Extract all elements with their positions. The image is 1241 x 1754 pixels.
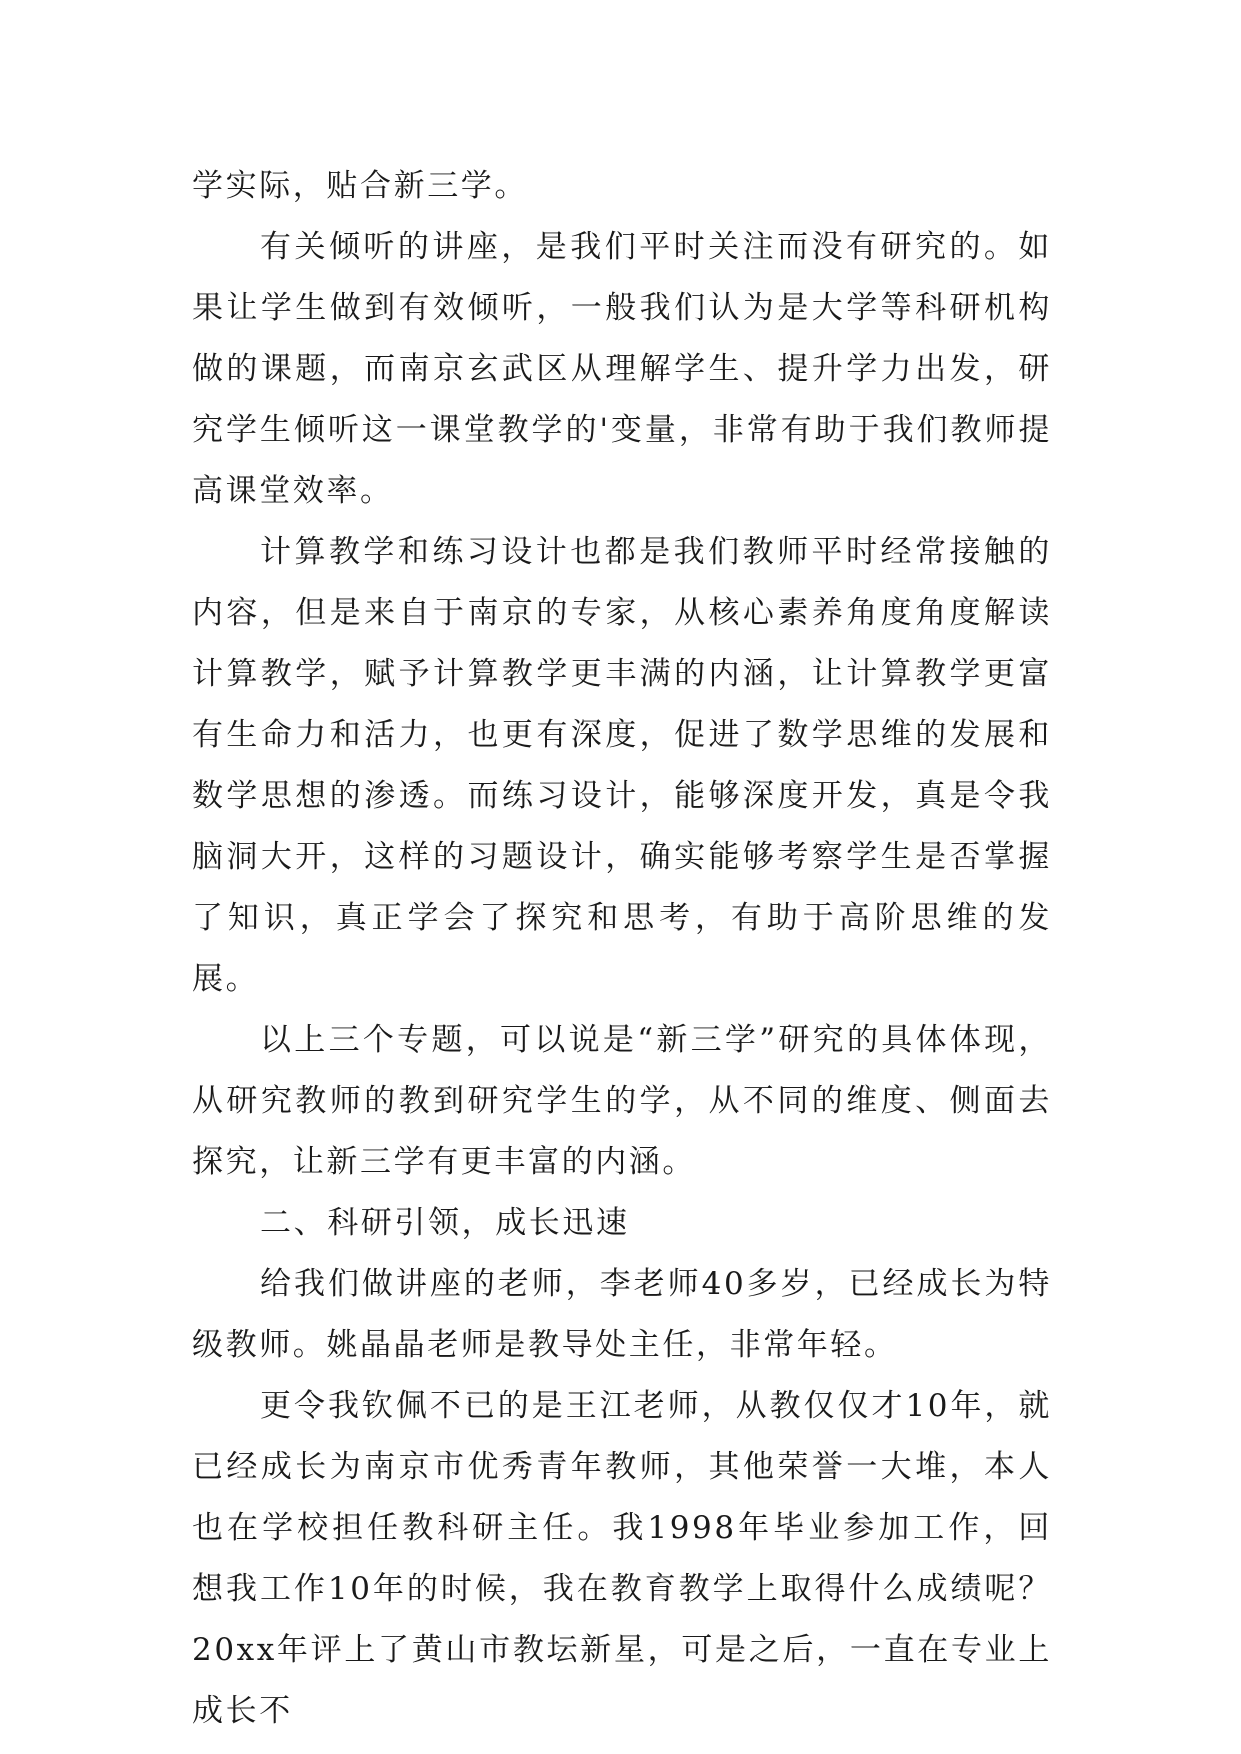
- document-page: [192, 156, 1052, 1742]
- paragraph-listening-lecture: 有关倾听的讲座，是我们平时关注而没有研究的。如果让学生做到有效倾听，一般我们认为是大学等科研机构做的课题，而南京玄武区从理解学生、提升学力出发，研究学生倾听这一课堂教学的'变量，非常有助于我们教师提高课堂效率。: [192, 229, 1052, 509]
- paragraph-wang-jiang: 更令我钦佩不已的是王江老师，从教仅仅才10年，就已经成长为南京市优秀青年教师，其他荣誉一大堆，本人也在学校担任教科研主任。我1998年毕业参加工作，回想我工作10年的时候，我在教育教学上取得什么成绩呢？20xx年评上了黄山市教坛新星，可是之后，一直在专业上成长不: [192, 1388, 1052, 1729]
- paragraph-calculation-teaching: 计算教学和练习设计也都是我们教师平时经常接触的内容，但是来自于南京的专家，从核心素养角度角度解读计算教学，赋予计算教学更丰满的内涵，让计算教学更富有生命力和活力，也更有深度，促进了数学思维的发展和数学思想的渗透。而练习设计，能够深度开发，真是令我脑洞大开，这样的习题设计，确实能够考察学生是否掌握了知识，真正学会了探究和思考，有助于高阶思维的发展。: [192, 534, 1052, 997]
- paragraph-three-topics: 以上三个专题，可以说是“新三学”研究的具体体现，从研究教师的教到研究学生的学，从不同的维度、侧面去探究，让新三学有更丰富的内涵。: [192, 1022, 1052, 1180]
- paragraph-continuation: 学实际，贴合新三学。: [192, 168, 528, 204]
- paragraph-lecturers: 给我们做讲座的老师，李老师40多岁，已经成长为特级教师。姚晶晶老师是教导处主任，非常年轻。: [192, 1266, 1052, 1363]
- section-heading: 二、科研引领，成长迅速: [260, 1205, 630, 1241]
